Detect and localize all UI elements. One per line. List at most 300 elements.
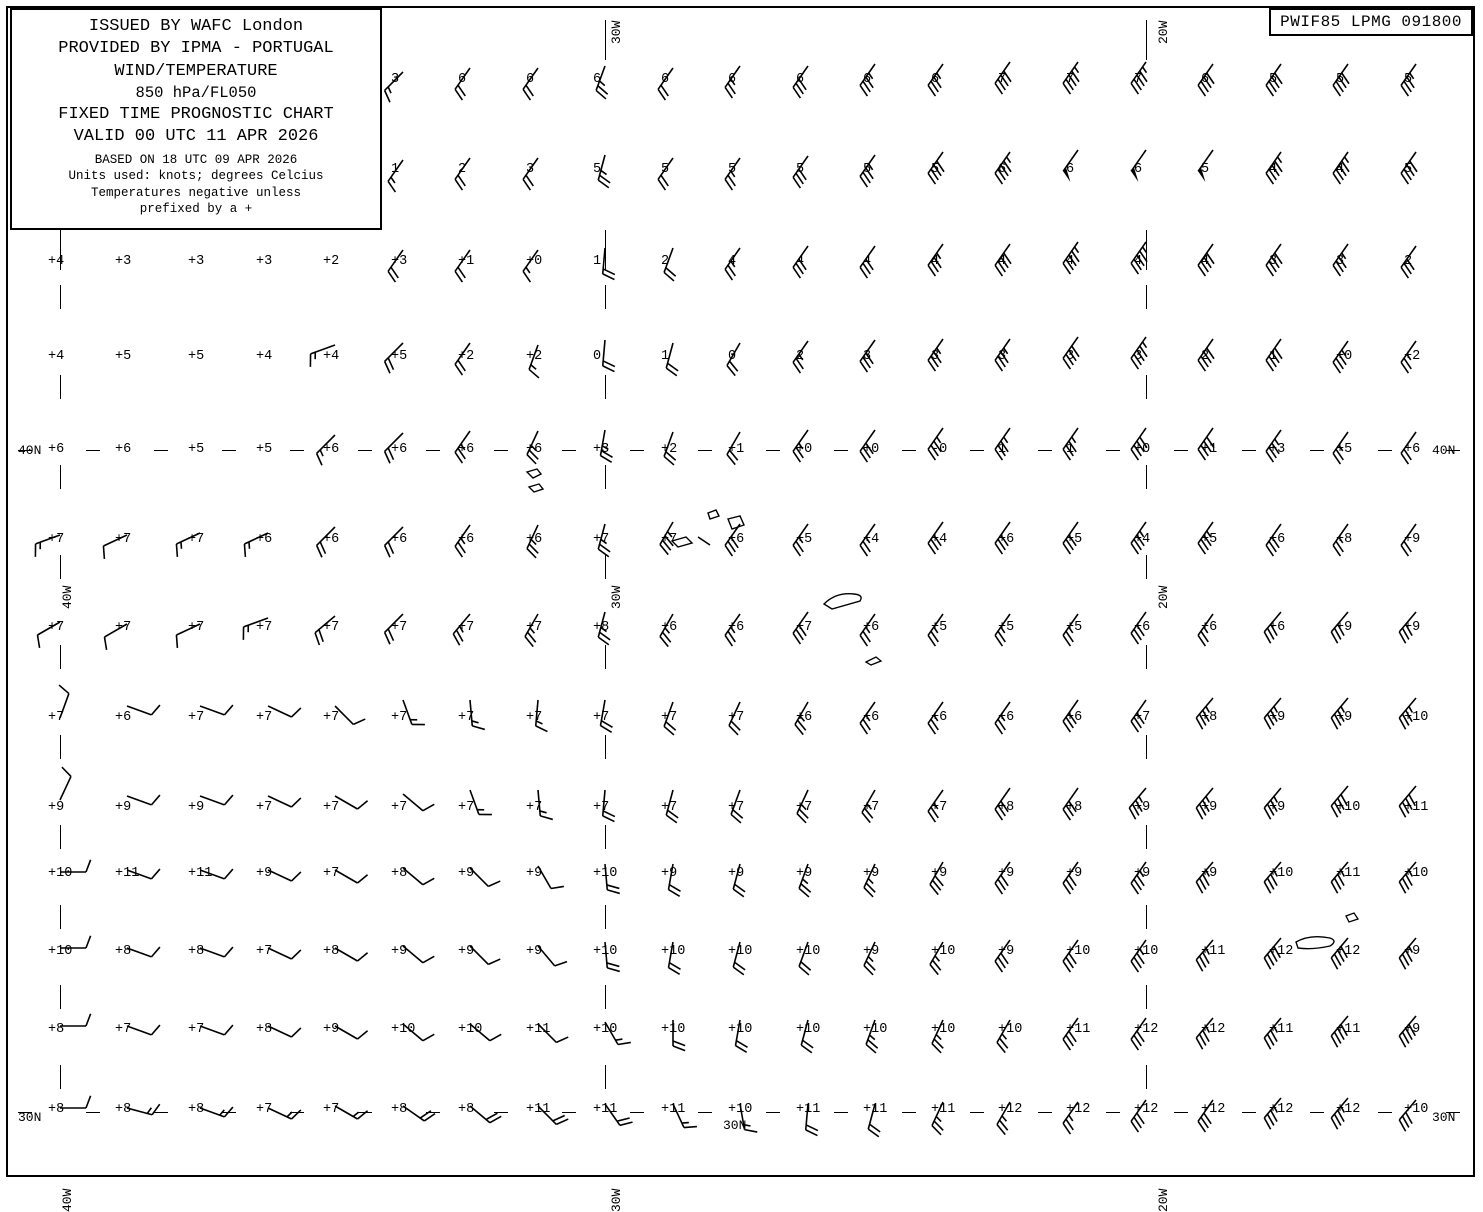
station-temperature: 6 xyxy=(661,72,669,87)
wind-barb xyxy=(1048,307,1108,367)
station-temperature: +1 xyxy=(1201,442,1217,457)
wind-barb xyxy=(643,313,703,373)
station-temperature: 7 xyxy=(1134,72,1142,87)
station-temperature: +11 xyxy=(1336,1022,1360,1037)
wind-barb xyxy=(575,310,635,370)
station-temperature: +10 xyxy=(998,1022,1022,1037)
wind-barb xyxy=(1251,309,1311,369)
wind-barb xyxy=(508,128,568,188)
station-temperature: +1 xyxy=(728,442,744,457)
station-temperature: +6 xyxy=(728,532,744,547)
station-temperature: 3 xyxy=(1066,349,1074,364)
station-temperature: +8 xyxy=(48,1022,64,1037)
wind-barb xyxy=(980,32,1040,92)
station-temperature: 4 xyxy=(1134,254,1142,269)
wind-barb xyxy=(913,122,973,182)
station-temperature: +8 xyxy=(256,1022,272,1037)
station-temperature: +11 xyxy=(931,1102,955,1117)
wind-barb xyxy=(1116,832,1176,892)
wind-barb xyxy=(1318,1068,1378,1128)
station-temperature: 5 xyxy=(1201,162,1209,177)
wind-barb xyxy=(643,834,703,894)
wind-barb xyxy=(913,912,973,972)
wind-barb xyxy=(1116,212,1176,272)
wind-barb xyxy=(1116,307,1176,367)
station-temperature: +9 xyxy=(391,944,407,959)
wind-barb xyxy=(1251,908,1311,968)
wind-barb xyxy=(845,125,905,185)
wind-barb xyxy=(980,398,1040,458)
station-temperature: +7 xyxy=(661,710,677,725)
station-temperature: +7 xyxy=(458,710,474,725)
station-temperature: +7 xyxy=(323,866,339,881)
station-temperature: -0 xyxy=(931,442,947,457)
station-temperature: +9 xyxy=(1269,800,1285,815)
wind-barb xyxy=(373,584,433,644)
station-temperature: +6 xyxy=(526,532,542,547)
wind-barb xyxy=(980,990,1040,1050)
meridian-segment xyxy=(605,555,606,579)
coastline-island-small xyxy=(862,652,888,670)
wind-barb xyxy=(913,832,973,892)
wind-barb xyxy=(1183,214,1243,274)
station-temperature: 4 xyxy=(1269,162,1277,177)
wind-barb xyxy=(305,315,365,375)
station-temperature: +9 xyxy=(115,800,131,815)
station-temperature: +9 xyxy=(863,866,879,881)
station-temperature: +7 xyxy=(526,800,542,815)
station-temperature: 6 xyxy=(593,72,601,87)
station-temperature: +8 xyxy=(323,944,339,959)
parallel-dash xyxy=(290,450,304,451)
station-temperature: 6 xyxy=(1134,162,1142,177)
station-temperature: +4 xyxy=(256,349,272,364)
wind-barb xyxy=(1116,988,1176,1048)
station-temperature: +8 xyxy=(998,800,1014,815)
station-temperature: +9 xyxy=(188,800,204,815)
station-temperature: +3 xyxy=(188,254,204,269)
station-temperature: 0 xyxy=(728,349,736,364)
parallel-dash xyxy=(222,450,236,451)
grid-label: 30W xyxy=(609,21,624,44)
station-temperature: +7 xyxy=(728,800,744,815)
wind-barb xyxy=(778,912,838,972)
wind-barb xyxy=(1183,910,1243,970)
station-temperature: +3 xyxy=(1269,442,1285,457)
station-temperature: 4 xyxy=(998,254,1006,269)
station-temperature: +12 xyxy=(1066,1102,1090,1117)
wind-barb xyxy=(845,34,905,94)
wind-barb xyxy=(1251,832,1311,892)
station-temperature: +10 xyxy=(728,1022,752,1037)
wind-barb xyxy=(913,584,973,644)
bulletin-header: PWIF85 LPMG 091800 xyxy=(1269,8,1473,36)
station-temperature: 2 xyxy=(661,254,669,269)
meridian-segment xyxy=(1146,735,1147,759)
station-temperature: 3 xyxy=(526,162,534,177)
station-temperature: +1 xyxy=(458,254,474,269)
station-temperature: +7 xyxy=(323,1102,339,1117)
station-temperature: 5 xyxy=(593,162,601,177)
station-temperature: +4 xyxy=(48,349,64,364)
station-temperature: +9 xyxy=(1336,620,1352,635)
wind-barb xyxy=(710,36,770,96)
wind-barb xyxy=(1048,120,1108,180)
station-temperature: +7 xyxy=(256,1102,272,1117)
station-temperature: +12 xyxy=(1269,944,1293,959)
station-temperature: +9 xyxy=(526,866,542,881)
grid-label: 20W xyxy=(1156,586,1171,609)
grid-label: 40N xyxy=(1432,443,1455,458)
station-temperature: +6 xyxy=(728,620,744,635)
station-temperature: +10 xyxy=(593,866,617,881)
station-temperature: +11 xyxy=(593,1102,617,1117)
wind-barb xyxy=(845,584,905,644)
station-temperature: +9 xyxy=(1269,710,1285,725)
wind-barb xyxy=(643,584,703,644)
station-temperature: +7 xyxy=(256,800,272,815)
station-temperature: +6 xyxy=(1066,710,1082,725)
station-temperature: 5 xyxy=(863,162,871,177)
station-temperature: +2 xyxy=(526,349,542,364)
station-temperature: +7 xyxy=(661,800,677,815)
wind-barb xyxy=(1183,988,1243,1048)
station-temperature: +5 xyxy=(1336,442,1352,457)
meridian-segment xyxy=(60,375,61,399)
station-temperature: +7 xyxy=(256,710,272,725)
station-temperature: +11 xyxy=(1066,1022,1090,1037)
wind-barb xyxy=(1048,988,1108,1048)
station-temperature: +8 xyxy=(115,944,131,959)
wind-barb xyxy=(1386,34,1446,94)
station-temperature: 2 xyxy=(796,349,804,364)
wind-barb xyxy=(373,130,433,190)
station-temperature: +7 xyxy=(526,710,542,725)
wind-barb xyxy=(1183,120,1243,180)
station-temperature: 6 xyxy=(458,72,466,87)
wind-barb xyxy=(1318,214,1378,274)
legend-line-4: 850 hPa/FL050 xyxy=(12,83,380,103)
station-temperature: +2 xyxy=(323,254,339,269)
wind-barb xyxy=(1116,120,1176,180)
wind-barb xyxy=(778,834,838,894)
station-temperature: 6 xyxy=(998,162,1006,177)
wind-barb xyxy=(643,38,703,98)
station-temperature: +9 xyxy=(48,800,64,815)
station-temperature: +9 xyxy=(661,866,677,881)
station-temperature: +10 xyxy=(1404,866,1428,881)
station-temperature: +6 xyxy=(998,710,1014,725)
wind-barb xyxy=(1386,122,1446,182)
legend-line-7: BASED ON 18 UTC 09 APR 2026 xyxy=(12,152,380,169)
parallel-dash xyxy=(86,450,100,451)
station-temperature: +2 xyxy=(458,349,474,364)
wind-barb xyxy=(710,313,770,373)
station-temperature: 1 xyxy=(661,349,669,364)
station-temperature: +10 xyxy=(728,1102,752,1117)
wind-barb xyxy=(1386,908,1446,968)
station-temperature: +8 xyxy=(115,1102,131,1117)
meridian-segment xyxy=(1146,375,1147,399)
station-temperature: +10 xyxy=(593,944,617,959)
station-temperature: 6 xyxy=(1066,162,1074,177)
station-temperature: +8 xyxy=(188,1102,204,1117)
meridian-segment xyxy=(60,465,61,489)
wind-barb xyxy=(440,313,500,373)
station-temperature: +10 xyxy=(796,944,820,959)
station-temperature: +12 xyxy=(998,1102,1022,1117)
station-temperature: +6 xyxy=(863,710,879,725)
station-temperature: +7 xyxy=(593,800,609,815)
station-temperature: +12 xyxy=(1336,944,1360,959)
station-temperature: +8 xyxy=(188,944,204,959)
station-temperature: +8 xyxy=(48,1102,64,1117)
station-temperature: 4 xyxy=(728,254,736,269)
station-temperature: +0 xyxy=(526,254,542,269)
wind-barb xyxy=(643,128,703,188)
station-temperature: +6 xyxy=(998,532,1014,547)
wind-barb xyxy=(238,766,298,826)
station-temperature: +6 xyxy=(115,710,131,725)
station-temperature: +5 xyxy=(931,620,947,635)
wind-barb xyxy=(778,216,838,276)
grid-label: 30N xyxy=(723,1118,746,1133)
wind-barb xyxy=(1183,34,1243,94)
station-temperature: +7 xyxy=(48,710,64,725)
station-temperature: +11 xyxy=(1201,944,1225,959)
station-temperature: +12 xyxy=(1336,1102,1360,1117)
station-temperature: 5 xyxy=(931,162,939,177)
wind-barb xyxy=(1386,832,1446,892)
station-temperature: +3 xyxy=(593,442,609,457)
station-temperature: 0 xyxy=(593,349,601,364)
station-temperature: +5 xyxy=(188,349,204,364)
wind-barb xyxy=(980,309,1040,369)
station-temperature: 6 xyxy=(526,72,534,87)
station-temperature: +5 xyxy=(1201,532,1217,547)
station-temperature: 5 xyxy=(796,162,804,177)
station-temperature: +7 xyxy=(48,532,64,547)
wind-barb xyxy=(1183,309,1243,369)
station-temperature: +7 xyxy=(796,620,812,635)
wind-barb xyxy=(980,832,1040,892)
station-temperature: +6 xyxy=(391,532,407,547)
wind-barb xyxy=(980,584,1040,644)
meridian-segment xyxy=(605,645,606,669)
station-temperature: +2 xyxy=(661,442,677,457)
wind-barb xyxy=(575,218,635,278)
station-temperature: +11 xyxy=(526,1102,550,1117)
wind-barb xyxy=(1251,988,1311,1048)
station-temperature: +4 xyxy=(863,532,879,547)
legend-box xyxy=(10,8,382,230)
grid-label: 40N xyxy=(18,443,41,458)
wind-barb xyxy=(305,586,365,646)
station-temperature: +5 xyxy=(1066,620,1082,635)
meridian-segment xyxy=(605,735,606,759)
station-temperature: +12 xyxy=(1269,1102,1293,1117)
parallel-dash xyxy=(154,450,168,451)
station-temperature: +11 xyxy=(661,1102,685,1117)
wind-barb xyxy=(1183,1070,1243,1130)
wind-barb xyxy=(1318,832,1378,892)
wind-barb xyxy=(1116,1070,1176,1130)
station-temperature: +9 xyxy=(1404,1022,1420,1037)
station-temperature: +7 xyxy=(256,620,272,635)
station-temperature: 1 xyxy=(998,442,1006,457)
wind-barb xyxy=(710,834,770,894)
station-temperature: +7 xyxy=(458,800,474,815)
wind-barb xyxy=(980,214,1040,274)
station-temperature: 5 xyxy=(1269,72,1277,87)
wind-barb xyxy=(575,36,635,96)
station-temperature: 6 xyxy=(1201,72,1209,87)
meridian-segment xyxy=(1146,645,1147,669)
wind-barb xyxy=(710,990,770,1050)
wind-barb xyxy=(373,497,433,557)
station-temperature: +10 xyxy=(796,1022,820,1037)
wind-barb xyxy=(508,584,568,644)
wind-barb xyxy=(238,588,298,648)
wind-barb xyxy=(845,912,905,972)
station-temperature: 3 xyxy=(1269,254,1277,269)
station-temperature: +5 xyxy=(998,620,1014,635)
station-temperature: +7 xyxy=(728,710,744,725)
wind-barb xyxy=(440,128,500,188)
station-temperature: +7 xyxy=(863,800,879,815)
station-temperature: +7 xyxy=(458,620,474,635)
station-temperature: +10 xyxy=(1404,1102,1428,1117)
station-temperature: +6 xyxy=(1201,620,1217,635)
wind-barb xyxy=(305,766,365,826)
station-temperature: 4 xyxy=(863,254,871,269)
wind-barb xyxy=(913,214,973,274)
station-temperature: +9 xyxy=(526,944,542,959)
station-temperature: +2 xyxy=(1404,349,1420,364)
station-temperature: +7 xyxy=(796,800,812,815)
station-temperature: +10 xyxy=(661,1022,685,1037)
wind-barb xyxy=(1048,212,1108,272)
station-temperature: +7 xyxy=(526,620,542,635)
station-temperature: +10 xyxy=(1066,944,1090,959)
wind-barb xyxy=(575,912,635,972)
wind-barb xyxy=(913,34,973,94)
wind-barb xyxy=(1048,910,1108,970)
wind-barb xyxy=(845,990,905,1050)
wind-barb xyxy=(980,910,1040,970)
wind-barb xyxy=(575,834,635,894)
station-temperature: +10 xyxy=(728,944,752,959)
station-temperature: 4 xyxy=(1201,254,1209,269)
station-temperature: +9 xyxy=(323,1022,339,1037)
station-temperature: +11 xyxy=(188,866,212,881)
meridian-segment xyxy=(605,465,606,489)
station-temperature: 3 xyxy=(931,349,939,364)
wind-barb xyxy=(643,990,703,1050)
station-temperature: +9 xyxy=(1404,944,1420,959)
station-temperature: +10 xyxy=(1404,710,1428,725)
station-temperature: +7 xyxy=(188,620,204,635)
station-temperature: +7 xyxy=(48,620,64,635)
station-temperature: +7 xyxy=(115,1022,131,1037)
station-temperature: +11 xyxy=(1404,800,1428,815)
station-temperature: +10 xyxy=(931,944,955,959)
wind-barb xyxy=(440,584,500,644)
station-temperature: +10 xyxy=(1134,944,1158,959)
station-temperature: 2 xyxy=(458,162,466,177)
station-temperature: 7 xyxy=(998,72,1006,87)
station-temperature: 3 xyxy=(863,349,871,364)
station-temperature: +7 xyxy=(391,800,407,815)
legend-line-10: prefixed by a + xyxy=(12,201,380,218)
wind-barb xyxy=(97,766,157,826)
station-temperature: +6 xyxy=(1404,442,1420,457)
station-temperature: 5 xyxy=(1404,162,1412,177)
wind-barb xyxy=(1251,34,1311,94)
grid-label: 30N xyxy=(18,1110,41,1125)
station-temperature: +12 xyxy=(1134,1022,1158,1037)
station-temperature: +8 xyxy=(1066,800,1082,815)
station-temperature: +10 xyxy=(48,944,72,959)
station-temperature: 5 xyxy=(1336,72,1344,87)
station-temperature: +10 xyxy=(48,866,72,881)
station-temperature: +10 xyxy=(1269,866,1293,881)
station-temperature: +9 xyxy=(1201,800,1217,815)
wind-barb xyxy=(508,315,568,375)
wind-barb xyxy=(1048,32,1108,92)
meridian-segment xyxy=(1146,285,1147,309)
station-temperature: +11 xyxy=(1336,866,1360,881)
station-temperature: +6 xyxy=(931,710,947,725)
station-temperature: +8 xyxy=(593,620,609,635)
wind-barb xyxy=(373,764,433,824)
station-temperature: +7 xyxy=(391,710,407,725)
grid-label: 30W xyxy=(609,586,624,609)
wind-barb xyxy=(1251,1068,1311,1128)
station-temperature: +4 xyxy=(931,532,947,547)
station-temperature: +9 xyxy=(863,944,879,959)
station-temperature: 3 xyxy=(1134,349,1142,364)
station-temperature: +0 xyxy=(1336,349,1352,364)
station-temperature: +12 xyxy=(1201,1102,1225,1117)
station-temperature: +10 xyxy=(661,944,685,959)
station-temperature: +4 xyxy=(1134,532,1150,547)
station-temperature: 6 xyxy=(796,72,804,87)
legend-line-6: VALID 00 UTC 11 APR 2026 xyxy=(12,126,380,148)
station-temperature: 6 xyxy=(728,72,736,87)
station-temperature: +4 xyxy=(323,349,339,364)
wind-barb xyxy=(643,218,703,278)
wind-barb xyxy=(373,220,433,280)
wind-barb xyxy=(778,990,838,1050)
station-temperature: 6 xyxy=(863,72,871,87)
wind-barb xyxy=(778,311,838,371)
station-temperature: +9 xyxy=(931,866,947,881)
station-temperature: +7 xyxy=(188,532,204,547)
wind-barb xyxy=(305,497,365,557)
legend-line-8: Units used: knots; degrees Celcius xyxy=(12,168,380,185)
station-temperature: +10 xyxy=(593,1022,617,1037)
station-temperature: +5 xyxy=(391,349,407,364)
station-temperature: 5 xyxy=(728,162,736,177)
station-temperature: +6 xyxy=(796,710,812,725)
wind-barb xyxy=(1048,584,1108,644)
wind-barb xyxy=(508,220,568,280)
meridian-segment xyxy=(1146,465,1147,489)
wind-barb xyxy=(913,990,973,1050)
station-temperature: +6 xyxy=(863,620,879,635)
wind-barb xyxy=(1318,986,1378,1046)
